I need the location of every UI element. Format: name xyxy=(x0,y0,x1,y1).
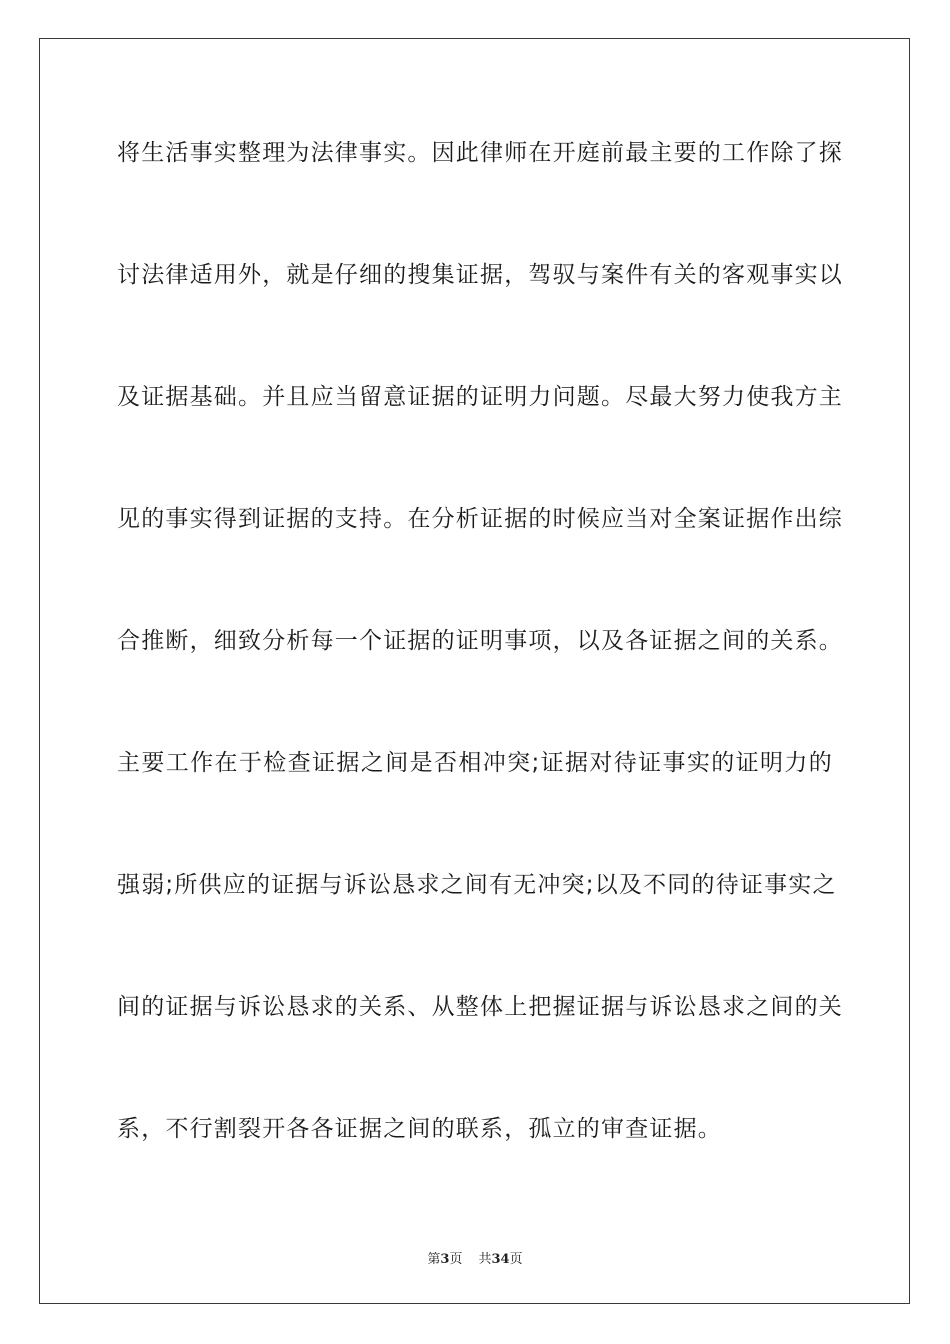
text-line: 见的事实得到证据的支持。在分析证据的时候应当对全案证据作出综 xyxy=(117,506,843,532)
text-line: 将生活事实整理为法律事实。因此律师在开庭前最主要的工作除了探 xyxy=(117,140,843,166)
text-line: 主要工作在于检查证据之间是否相冲突;证据对待证事实的证明力的 xyxy=(117,750,833,776)
page-footer xyxy=(0,1248,950,1267)
total-prefix: 共 xyxy=(478,1252,492,1267)
text-line: 及证据基础。并且应当留意证据的证明力问题。尽最大努力使我方主 xyxy=(117,384,843,410)
text-line: 系，不行割裂开各各证据之间的联系，孤立的审查证据。 xyxy=(117,1116,722,1142)
text-line: 间的证据与诉讼恳求的关系、从整体上把握证据与诉讼恳求之间的关 xyxy=(117,994,843,1020)
total-pages: 34 xyxy=(491,1252,510,1267)
page-suffix: 页 xyxy=(449,1252,463,1267)
page-number: 3 xyxy=(440,1252,450,1267)
text-line: 讨法律适用外，就是仔细的搜集证据，驾驭与案件有关的客观事实以 xyxy=(117,262,843,288)
total-suffix: 页 xyxy=(509,1252,523,1267)
text-line: 合推断，细致分析每一个证据的证明事项，以及各证据之间的关系。 xyxy=(117,628,843,654)
text-line: 强弱;所供应的证据与诉讼恳求之间有无冲突;以及不同的待证事实之 xyxy=(117,872,837,898)
page-prefix: 第 xyxy=(427,1252,441,1267)
